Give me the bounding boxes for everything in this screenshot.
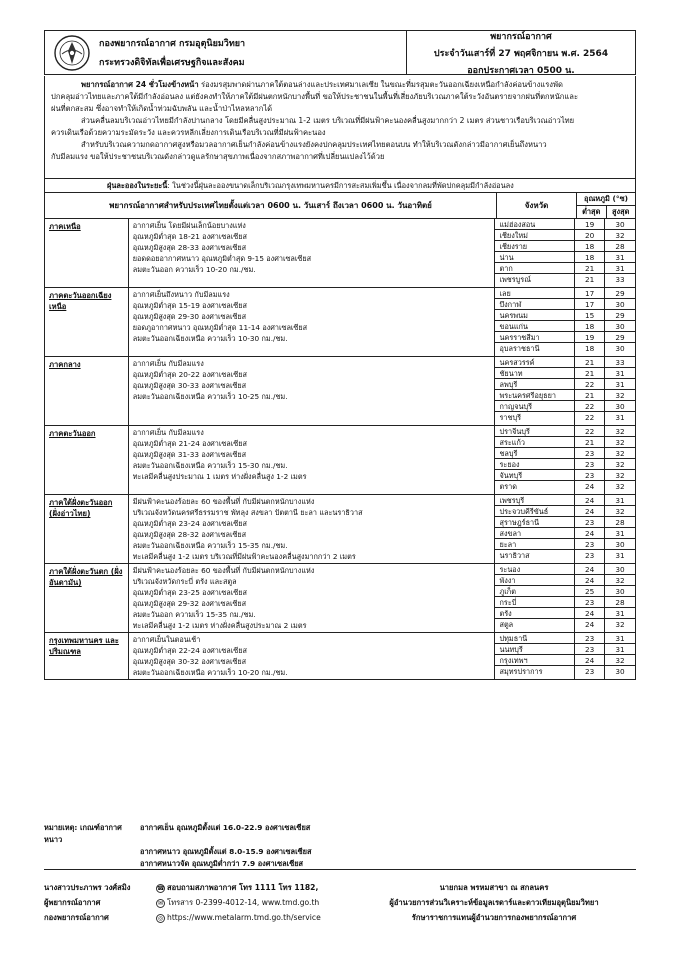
overview-heading: พยากรณ์อากาศ 24 ชั่วโมงข้างหน้า xyxy=(81,80,199,89)
min-temp-cell: 21 xyxy=(575,357,604,368)
description-line: ทะเลมีคลื่นสูงประมาณ 1 เมตร ห่างฝั่งคลื่นสูง 1-2 เมตร xyxy=(132,472,307,481)
min-temp-cell: 17 xyxy=(575,299,604,310)
max-temp-cell: 32 xyxy=(605,390,635,401)
max-temp-cell: 32 xyxy=(605,506,635,517)
region-description xyxy=(129,495,496,563)
min-temp-cell: 18 xyxy=(585,344,595,353)
province-cell: นครพนม xyxy=(495,310,574,321)
description-line: บริเวณจังหวัดนครศรีธรรมราช พัทลุง สงขลา ปัตตานี ยะลา และนราธิวาส xyxy=(132,508,363,517)
region-description xyxy=(129,633,496,679)
max-temp-cell: 31 xyxy=(605,252,635,263)
min-temp-cell: 23 xyxy=(575,633,604,644)
min-temp-cell: 18 xyxy=(575,252,604,263)
min-temp-cell: 23 xyxy=(575,448,604,459)
region-description xyxy=(129,219,496,287)
max-temp-cell: 31 xyxy=(605,379,635,390)
doc-title: พยากรณ์อากาศ xyxy=(490,31,552,42)
province-cell: พระนครศรีอยุธยา xyxy=(495,390,574,401)
min-temp-cell: 21 xyxy=(585,275,595,284)
description-line: ทะเลมีคลื่นสูง 1-2 เมตร บริเวณที่มีฝนฟ้าคะนองคลื่นสูงมากกว่า 2 เมตร xyxy=(132,552,356,561)
description-line: ลมตะวันออกเฉียงเหนือ ความเร็ว 10-25 กม./ชม. xyxy=(132,392,288,401)
description-line: ลมตะวันออกเฉียงเหนือ ความเร็ว 15-35 กม./ชม. xyxy=(132,541,288,550)
province-cell: กรุงเทพฯ xyxy=(495,655,574,666)
region-row xyxy=(45,564,635,633)
max-temp-cell: 32 xyxy=(605,470,635,481)
max-temp-cell: 32 xyxy=(615,620,625,629)
max-temp-cell: 31 xyxy=(605,368,635,379)
min-temp-cell: 18 xyxy=(575,321,604,332)
province-cell: นครราชสีมา xyxy=(495,332,574,343)
max-temp-cell: 31 xyxy=(615,413,625,422)
description-line xyxy=(133,275,491,286)
province-cell: ตาก xyxy=(495,263,574,274)
min-temp-cell: 19 xyxy=(575,219,604,230)
min-temp-cell: 15 xyxy=(575,310,604,321)
tmd-logo-icon xyxy=(51,33,93,73)
max-temp-cell: 31 xyxy=(605,644,635,655)
min-temp-cell: 22 xyxy=(585,413,595,422)
max-temp-cell: 28 xyxy=(605,241,635,252)
min-temp-cell: 24 xyxy=(585,620,595,629)
description-line: ลมตะวันออกเฉียงเหนือ ความเร็ว 15-30 กม./ชม. xyxy=(132,461,288,470)
dust-label: ฝุ่นละอองในระยะนี้ xyxy=(107,181,168,190)
province-cell: นครสวรรค์ xyxy=(495,357,574,368)
header-forecast-period: พยากรณ์อากาศสำหรับประเทศไทยตั้งแต่เวลา 0600 น. วันเสาร์ ถึงเวลา 0600 น. วันอาทิตย์ xyxy=(45,193,497,218)
contact-phone: สอบถามสภาพอากาศ โทร 1111 โทร 1182, xyxy=(167,883,319,892)
min-temp-cell: 23 xyxy=(575,470,604,481)
forecast-table xyxy=(44,193,636,680)
header-province: จังหวัด xyxy=(497,193,577,218)
max-temp-cell: 32 xyxy=(605,655,635,666)
min-temp-cell: 23 xyxy=(585,667,595,676)
max-temp-cell: 30 xyxy=(605,299,635,310)
director-name: นายกมล พรหมสาขา ณ สกลนคร xyxy=(439,883,549,892)
description-line: อากาศเย็นในตอนเช้า xyxy=(132,635,201,644)
province-cell: ชัยนาท xyxy=(495,368,574,379)
province-cell: กาญจนบุรี xyxy=(495,401,574,412)
max-temp-cell: 32 xyxy=(605,437,635,448)
max-temp-cell: 32 xyxy=(605,459,635,470)
min-temp-cell: 24 xyxy=(575,655,604,666)
description-line xyxy=(133,344,491,355)
max-temp-cell: 31 xyxy=(605,495,635,506)
province-cell: กระบี่ xyxy=(495,597,574,608)
title-block xyxy=(407,31,635,74)
province-cell: ยะลา xyxy=(495,539,574,550)
max-temp-cell: 31 xyxy=(605,263,635,274)
max-temp-cell: 30 xyxy=(605,586,635,597)
description-line: อุณหภูมิต่ำสุด 21-24 องศาเซลเซียส xyxy=(132,439,247,448)
min-temp-cell: 23 xyxy=(575,644,604,655)
min-temp-cell: 17 xyxy=(575,288,604,299)
province-cell: ลพบุรี xyxy=(495,379,574,390)
region-name: ภาคใต้ฝั่งตะวันออก (ฝั่งอ่าวไทย) xyxy=(45,495,129,563)
region-rows xyxy=(45,219,635,679)
web-icon: ◎ xyxy=(157,914,164,922)
region-name: ภาคเหนือ xyxy=(45,219,129,287)
document-header xyxy=(44,30,636,75)
max-temp-cell: 31 xyxy=(605,633,635,644)
description-line: อุณหภูมิสูงสุด 28-32 องศาเซลเซียส xyxy=(132,530,247,539)
region-name: ภาคใต้ฝั่งตะวันตก (ฝั่งอันดามัน) xyxy=(45,564,129,632)
description-line: อุณหภูมิต่ำสุด 23-24 องศาเซลเซียส xyxy=(132,519,247,528)
region-description xyxy=(129,357,496,425)
max-temp-cell: 32 xyxy=(605,575,635,586)
province-cell: ประจวบคีรีขันธ์ xyxy=(495,506,574,517)
province-cell: เชียงใหม่ xyxy=(495,230,574,241)
forecaster-block xyxy=(44,880,156,925)
doc-issued-time: ออกประกาศเวลา 0500 น. xyxy=(467,65,575,76)
province-cell: นนทบุรี xyxy=(495,644,574,655)
min-temp-cell: 19 xyxy=(575,332,604,343)
province-cell: น่าน xyxy=(495,252,574,263)
phone-icon: ☎ xyxy=(157,884,165,892)
description-line: อากาศเย็น กับมีลมแรง xyxy=(132,359,204,368)
province-cell: แม่ฮ่องสอน xyxy=(495,219,574,230)
max-temp-cell: 30 xyxy=(605,539,635,550)
region-row xyxy=(45,426,635,495)
max-temp-cell: 28 xyxy=(605,517,635,528)
province-cell: สุราษฎร์ธานี xyxy=(495,517,574,528)
document-footer xyxy=(44,880,636,925)
max-temp-cell: 30 xyxy=(615,667,625,676)
description-line: ยอดภูอากาศหนาว อุณหภูมิต่ำสุด 11-14 องศาเซลเซียส xyxy=(132,323,308,332)
max-temp-cell: 29 xyxy=(605,310,635,321)
cold-criteria-note: หมายเหตุ: เกณฑ์อากาศหนาว อากาศเย็น อุณหภูมิตั้งแต่ 16.0-22.9 องศาเซลเซียส อากาศหนาว อุณหภูมิตั้งแต่ 8.0-15.9 องศาเซลเซียส อากาศหนาวจัด อุณหภูมิต่ำกว่า 7.9 องศาเซลเซียส xyxy=(44,823,312,868)
description-line: มีฝนฟ้าคะนองร้อยละ 60 ของพื้นที่ กับมีฝนตกหนักบางแห่ง xyxy=(132,497,315,506)
min-temp-cell: 22 xyxy=(575,401,604,412)
province-cell: ภูเก็ต xyxy=(495,586,574,597)
min-temp-cell: 22 xyxy=(575,426,604,437)
province-cell: ตราด xyxy=(499,482,517,491)
min-temp-cell: 25 xyxy=(575,586,604,597)
min-temp-cell: 21 xyxy=(575,390,604,401)
description-line: อุณหภูมิสูงสุด 30-33 องศาเซลเซียส xyxy=(132,381,247,390)
province-cell: เพชรบุรี xyxy=(495,495,574,506)
description-line xyxy=(133,482,491,493)
min-temp-cell: 20 xyxy=(575,230,604,241)
description-line: ลมตะวันออกเฉียงเหนือ ความเร็ว 10-20 กม./ชม. xyxy=(132,668,288,677)
province-cell: จันทบุรี xyxy=(495,470,574,481)
max-temp-cell: 30 xyxy=(615,344,625,353)
province-cell: ปทุมธานี xyxy=(495,633,574,644)
province-cell: ระนอง xyxy=(495,564,574,575)
description-line: ลมตะวันออก ความเร็ว 10-20 กม./ชม. xyxy=(132,265,256,274)
header-max: สูงสุด xyxy=(612,207,630,216)
region-name: กรุงเทพมหานคร และปริมณฑล xyxy=(45,633,129,679)
org-name: กองพยากรณ์อากาศ กรมอุตุนิยมวิทยา xyxy=(99,39,246,49)
description-line xyxy=(133,402,491,413)
min-temp-cell: 24 xyxy=(585,482,595,491)
max-temp-cell: 28 xyxy=(605,597,635,608)
doc-date: ประจำวันเสาร์ที่ 27 พฤศจิกายน พ.ศ. 2564 xyxy=(433,48,609,59)
min-temp-cell: 24 xyxy=(575,575,604,586)
description-line xyxy=(133,413,491,424)
province-cell: เพชรบูรณ์ xyxy=(499,275,531,284)
min-temp-cell: 24 xyxy=(575,495,604,506)
forecaster-org: กองพยากรณ์อากาศ xyxy=(44,913,109,922)
max-temp-cell: 32 xyxy=(615,482,625,491)
max-temp-cell: 29 xyxy=(605,332,635,343)
director-role: ผู้อำนวยการส่วนวิเคราะห์ข้อมูลเรดาร์และดาวเทียมอุตุนิยมวิทยา xyxy=(389,898,599,907)
min-temp-cell: 21 xyxy=(575,368,604,379)
description-line: อากาศเย็น กับมีลมแรง xyxy=(132,428,204,437)
description-line: อุณหภูมิสูงสุด 29-30 องศาเซลเซียส xyxy=(132,312,247,321)
description-line: ยอดดอยอากาศหนาว อุณหภูมิต่ำสุด 9-15 องศาเซลเซียส xyxy=(132,254,312,263)
region-description xyxy=(129,564,496,632)
forecaster-name: นางสาวประภาพร วงศ์สมิง xyxy=(44,883,131,892)
province-cell: ระยอง xyxy=(495,459,574,470)
description-line: อุณหภูมิสูงสุด 28-33 องศาเซลเซียส xyxy=(132,243,247,252)
overview-section: พยากรณ์อากาศ 24 ชั่วโมงข้างหน้า ร่องมรสุมพาดผ่านภาคใต้ตอนล่างและประเทศมาเลเซีย ในขณะที่มรสุมตะวันออกเฉียงเหนือกำลังค่อนข้างแรงพัด ปกคลุมอ่าวไทยและภาคใต้มีกำลังอ่อนลง แต่ยังคงทำให้ภาคใต้มีฝนตกหนักบางพื้นที่ ขอให้ประชาชนในพื้นที่เสี่ยงภัยบริเวณภาคใต้ระวังอันตรายจากฝนที่ตกหนักและ ฝนที่ตกสะสม ซึ่งอาจทำให้เกิดน้ำท่วมฉับพลัน และน้ำป่าไหลหลากได้ ส่วนคลื่นลมบริเวณอ่าวไทยมีกำลังปานกลาง โดยมีคลื่นสูงประมาณ 1-2 เมตร บริเวณที่มีฝนฟ้าคะนองคลื่นสูงมากกว่า 2 เมตร ส่วนชาวเรือบริเวณอ่าวไทย ควรเดินเรือด้วยความระมัดระวัง และควรหลีกเลี่ยงการเดินเรือบริเวณที่มีฝนฟ้าคะนอง สำหรับบริเวณความกดอากาศสูงหรือมวลอากาศเย็นกำลังค่อนข้างแรงยังคงปกคลุมประเทศไทยตอนบน ทำให้บริเวณดังกล่าวมีอากาศเย็นถึงหนาว กับมีลมแรง ขอให้ประชาชนบริเวณดังกล่าวดูแลรักษาสุขภาพเนื่องจากสภาพอากาศที่เปลี่ยนแปลงไว้ด้วย xyxy=(44,76,636,179)
region-row xyxy=(45,288,635,357)
contact-fax[interactable]: โทรสาร 0-2399-4012-14, www.tmd.go.th xyxy=(167,898,320,907)
province-cell: เชียงราย xyxy=(495,241,574,252)
description-line: ทะเลมีคลื่นสูง 1-2 เมตร ห่างฝั่งคลื่นสูงประมาณ 2 เมตร xyxy=(132,621,307,630)
description-line: บริเวณจังหวัดกระบี่ ตรัง และสตูล xyxy=(132,577,237,586)
max-temp-cell: 29 xyxy=(605,288,635,299)
province-cell: บึงกาฬ xyxy=(495,299,574,310)
max-temp-cell: 32 xyxy=(605,426,635,437)
min-temp-cell: 24 xyxy=(575,506,604,517)
region-name: ภาคตะวันออก xyxy=(45,426,129,494)
max-temp-cell: 30 xyxy=(605,219,635,230)
min-temp-cell: 21 xyxy=(575,263,604,274)
max-temp-cell: 32 xyxy=(605,448,635,459)
header-temperature: อุณหภูมิ (°ซ) ต่ำสุด สูงสุด xyxy=(577,193,635,218)
description-line: อุณหภูมิต่ำสุด 22-24 องศาเซลเซียส xyxy=(132,646,247,655)
province-cell: นราธิวาส xyxy=(499,551,530,560)
dust-notice: ฝุ่นละอองในระยะนี้: ในช่วงนี้ฝุ่นละอองขนาดเล็กบริเวณกรุงเทพมหานครมีการสะสมเพิ่มขึ้น เนื่องจากลมที่พัดปกคลุมมีกำลังอ่อนลง xyxy=(44,179,636,193)
director-block xyxy=(352,880,636,925)
max-temp-cell: 31 xyxy=(605,528,635,539)
description-line: อุณหภูมิต่ำสุด 23-25 องศาเซลเซียส xyxy=(132,588,247,597)
region-row xyxy=(45,357,635,426)
max-temp-cell: 33 xyxy=(605,357,635,368)
region-row xyxy=(45,495,635,564)
province-cell: ขอนแก่น xyxy=(495,321,574,332)
min-temp-cell: 23 xyxy=(585,551,595,560)
province-cell: สมุทรปราการ xyxy=(499,667,543,676)
region-description xyxy=(129,288,496,356)
province-cell: อุบลราชธานี xyxy=(499,344,540,353)
description-line: อุณหภูมิสูงสุด 29-32 องศาเซลเซียส xyxy=(132,599,247,608)
description-line: อุณหภูมิต่ำสุด 20-22 องศาเซลเซียส xyxy=(132,370,247,379)
min-temp-cell: 18 xyxy=(575,241,604,252)
province-cell: ราชบุรี xyxy=(499,413,522,422)
contact-url[interactable]: https://www.metalarm.tmd.go.th/service xyxy=(167,913,321,922)
province-cell: พังงา xyxy=(495,575,574,586)
province-cell: ปราจีนบุรี xyxy=(495,426,574,437)
org-block xyxy=(45,31,407,74)
min-temp-cell: 24 xyxy=(575,608,604,619)
fax-icon: ✉ xyxy=(157,899,164,907)
director-acting-role: รักษาราชการแทนผู้อำนวยการกองพยากรณ์อากาศ xyxy=(411,913,577,922)
header-min: ต่ำสุด xyxy=(577,206,607,218)
forecaster-role: ผู้พยากรณ์อากาศ xyxy=(44,898,101,907)
description-line: อุณหภูมิต่ำสุด 15-19 องศาเซลเซียส xyxy=(132,301,247,310)
min-temp-cell: 24 xyxy=(575,564,604,575)
min-temp-cell: 23 xyxy=(575,517,604,528)
min-temp-cell: 24 xyxy=(575,528,604,539)
region-description xyxy=(129,426,496,494)
region-row xyxy=(45,219,635,288)
contact-block xyxy=(156,880,352,925)
description-line: อุณหภูมิสูงสุด 30-32 องศาเซลเซียส xyxy=(132,657,247,666)
description-line: ลมตะวันออก ความเร็ว 15-35 กม./ชม. xyxy=(132,610,256,619)
max-temp-cell: 30 xyxy=(605,401,635,412)
province-cell: สระแก้ว xyxy=(495,437,574,448)
table-header xyxy=(45,193,635,219)
min-temp-cell: 23 xyxy=(575,459,604,470)
description-line: มีฝนฟ้าคะนองร้อยละ 60 ของพื้นที่ กับมีฝนตกหนักบางแห่ง xyxy=(132,566,315,575)
description-line: อุณหภูมิต่ำสุด 18-21 องศาเซลเซียส xyxy=(132,232,247,241)
region-row xyxy=(45,633,635,679)
province-cell: สงขลา xyxy=(495,528,574,539)
description-line: อุณหภูมิสูงสุด 31-33 องศาเซลเซียส xyxy=(132,450,247,459)
min-temp-cell: 22 xyxy=(575,379,604,390)
max-temp-cell: 32 xyxy=(605,230,635,241)
province-cell: สตูล xyxy=(499,620,514,629)
description-line: ลมตะวันออกเฉียงเหนือ ความเร็ว 10-30 กม./ชม. xyxy=(132,334,288,343)
province-cell: เลย xyxy=(495,288,574,299)
min-temp-cell: 23 xyxy=(575,597,604,608)
min-temp-cell: 23 xyxy=(575,539,604,550)
max-temp-cell: 30 xyxy=(605,321,635,332)
ministry-name: กระทรวงดิจิทัลเพื่อเศรษฐกิจและสังคม xyxy=(99,58,245,68)
region-name: ภาคกลาง xyxy=(45,357,129,425)
max-temp-cell: 33 xyxy=(615,275,625,284)
max-temp-cell: 31 xyxy=(605,608,635,619)
max-temp-cell: 31 xyxy=(615,551,625,560)
province-cell: ชลบุรี xyxy=(495,448,574,459)
description-line: อากาศเย็นถึงหนาว กับมีลมแรง xyxy=(132,290,230,299)
max-temp-cell: 30 xyxy=(605,564,635,575)
region-name: ภาคตะวันออกเฉียงเหนือ xyxy=(45,288,129,356)
min-temp-cell: 21 xyxy=(575,437,604,448)
description-line: อากาศเย็น โดยมีฝนเล็กน้อยบางแห่ง xyxy=(132,221,246,230)
province-cell: ตรัง xyxy=(495,608,574,619)
footer-divider xyxy=(44,869,636,870)
